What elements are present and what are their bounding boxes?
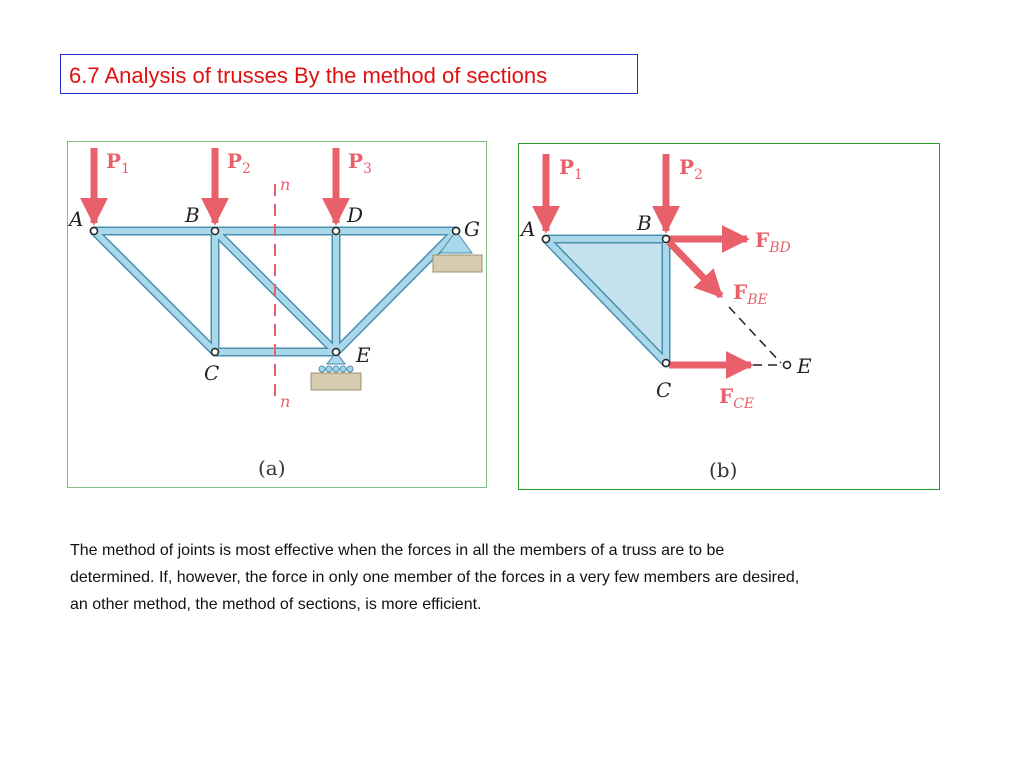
node-label-b: B [185,203,200,227]
force-label-fbe-sub: BE [747,292,768,308]
body-line-1: The method of joints is most effective when the forces in all the members of a truss are to be [70,542,725,559]
load-label-p2-main: P [227,149,243,173]
figure-b-panel [518,143,940,490]
node-label-e: E [356,343,371,367]
load-label-p2-b-sub: 2 [694,167,703,183]
load-label-p1-b-sub: 1 [574,167,583,183]
force-label-fce-sub: CE [733,396,755,412]
load-label-p3-main: P [348,149,364,173]
free-body-diagram-b [519,144,939,489]
truss-diagram-a [68,142,486,487]
body-line-3: an other method, the method of sections, is more efficient. [70,596,482,613]
node-label-a: A [69,207,84,231]
node-label-b-b: B [637,211,652,235]
force-label-fce [719,384,754,412]
load-label-p3 [348,149,372,177]
load-label-p1-b-main: P [559,155,575,179]
figure-a-panel [67,141,487,488]
node-label-c: C [204,361,220,385]
force-label-fbd-sub: BD [769,240,791,256]
figure-b-caption: (b) [709,458,738,482]
node-label-d: D [347,203,364,227]
node-label-g: G [464,217,480,241]
node-label-a-b: A [521,217,536,241]
body-paragraph [70,537,990,618]
node-label-c-b: C [656,378,672,402]
load-label-p1-main: P [106,149,122,173]
load-label-p3-sub: 3 [363,161,372,177]
force-label-fbe [733,280,768,308]
load-label-p2-b-main: P [679,155,695,179]
page-title: 6.7 Analysis of trusses By the method of sections [69,63,548,88]
section-label-top: n [280,175,291,194]
load-label-p2-b [679,155,703,183]
figure-a-caption: (a) [258,456,286,480]
force-arrow-fbe [669,242,721,296]
title-box [60,54,638,94]
force-label-fce-main: F [719,384,734,408]
point-e [784,362,791,369]
section-label-bottom: n [280,392,291,411]
body-line-2: determined. If, however, the force in only one member of the forces in a very few members are desired, [70,569,800,586]
force-label-fbd-main: F [755,228,770,252]
load-label-p1 [106,149,130,177]
load-label-p2-sub: 2 [242,161,251,177]
force-label-fbd [755,228,791,256]
node-label-e-b: E [797,354,812,378]
load-label-p2 [227,149,251,177]
force-label-fbe-main: F [733,280,748,304]
load-label-p1-sub: 1 [121,161,130,177]
line-of-action-be [729,307,781,363]
roller-support-e [311,352,361,390]
load-label-p1-b [559,155,583,183]
